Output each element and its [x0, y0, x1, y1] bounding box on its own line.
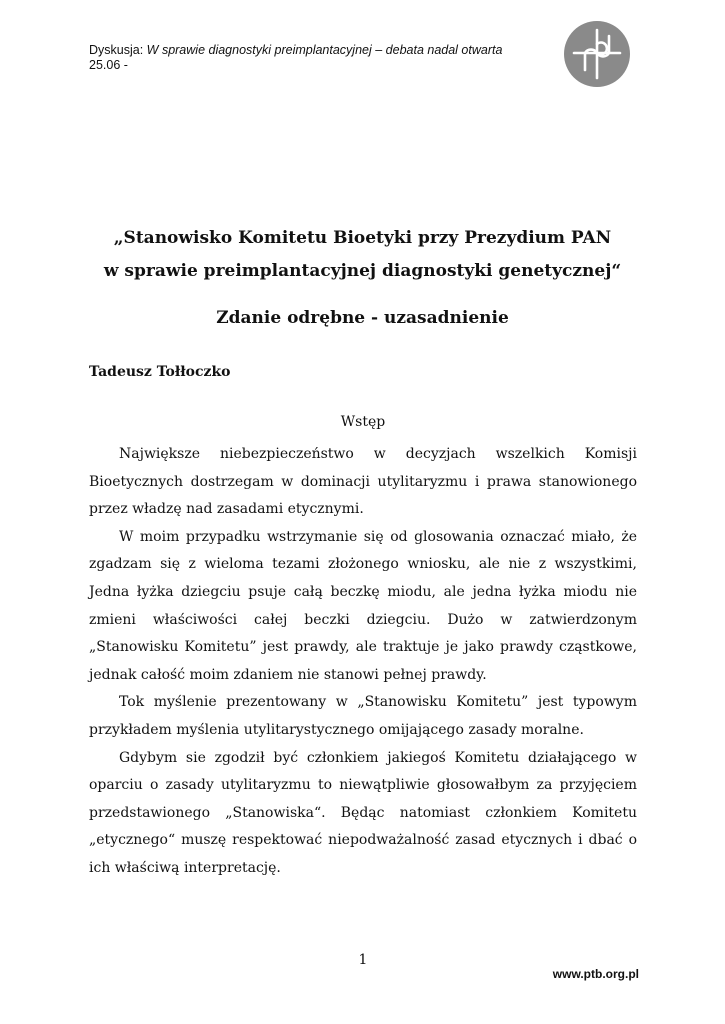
header-prefix: Dyskusja:	[89, 43, 144, 57]
paragraph-4: Gdybym sie zgodził być członkiem jakiegoś Komitetu działającego w oparciu o zasady utylitaryzmu to niewątpliwie głosowałbym za przyjęciem przedstawionego „Stanowiska“. Będąc natomiast członkiem Komitetu „etycznego“ muszę respektować niepodważalność zasad etycznych i dbać o ich właściwą interpretację.	[89, 749, 637, 876]
page-header	[89, 43, 549, 73]
author-name: Tadeusz Tołłoczko	[89, 364, 231, 380]
body-text	[89, 441, 637, 883]
header-subject: W sprawie diagnostyki preimplantacyjnej – debata nadal otwarta	[146, 43, 503, 57]
document-title-line-1: „Stanowisko Komitetu Bioetyki przy Prezydium PAN	[113, 228, 612, 248]
document-title-line-2: w sprawie preimplantacyjnej diagnostyki genetycznej“	[103, 261, 622, 281]
ptb-logo	[563, 20, 631, 88]
ptb-logo-icon	[563, 20, 631, 88]
footer-url: www.ptb.org.pl	[552, 967, 639, 981]
document-subtitle: Zdanie odrębne - uzasadnienie	[216, 308, 509, 328]
page-number: 1	[358, 952, 368, 968]
paragraph-1: Największe niebezpieczeństwo w decyzjach wszelkich Komisji Bioetycznych dostrzegam w dominacji utylitaryzmu i prawa stanowionego przez władzę nad zasadami etycznymi.	[89, 446, 637, 518]
paragraph-3: Tok myślenie prezentowany w „Stanowisku Komitetu” jest typowym przykładem myślenia utylitarystycznego omijającego zasady moralne.	[89, 694, 637, 738]
paragraph-2: W moim przypadku wstrzymanie się od glosowania oznaczać miało, że zgadzam się z wieloma tezami złożonego wniosku, ale nie z wszystkimi, Jedna łyżka dziegciu psuje całą beczkę miodu, ale jedna łyżka miodu nie zmieni właściwości całej beczki dziegciu. Dużo w zatwierdzonym „Stanowisku Komitetu” jest prawdy, ale traktuje je jako prawdy cząstkowe, jednak całość moim zdaniem nie stanowi pełnej prawdy.	[89, 528, 637, 683]
section-title: Wstęp	[340, 414, 386, 430]
header-date: 25.06 -	[89, 58, 128, 72]
